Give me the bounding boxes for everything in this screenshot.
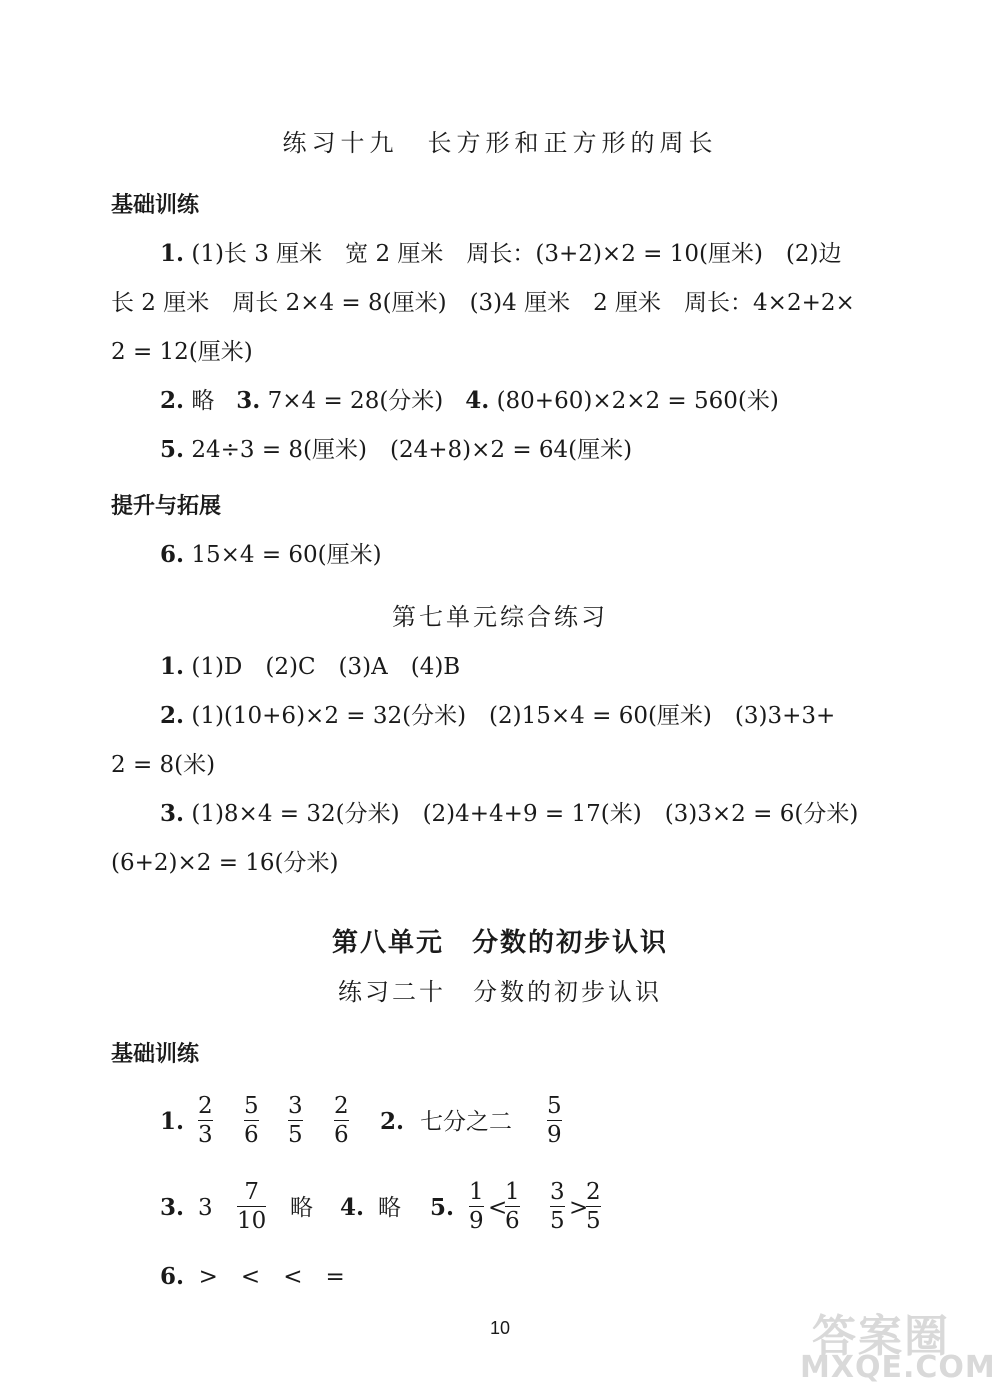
question-number: 4. xyxy=(465,387,490,414)
question-number: 2. xyxy=(160,702,185,729)
compare-sign: < xyxy=(488,1195,508,1221)
answer-text: (1)长 3 厘米 宽 2 厘米 周长：(3+2)×2 = 10(厘米) (2)边 xyxy=(191,241,842,267)
question-5-line xyxy=(160,435,632,465)
question-number: 3. xyxy=(160,800,185,827)
fraction: 1 9 xyxy=(469,1179,484,1234)
answer-text: (1)8×4 = 32(分米) (2)4+4+9 = 17(米) (3)3×2 = 6(分米) xyxy=(191,801,859,827)
answer-text: (1)(10+6)×2 = 32(分米) (2)15×4 = 60(厘米) (3)3+3+ xyxy=(191,703,836,729)
question-number: 4. xyxy=(340,1194,365,1221)
question-number: 1. xyxy=(160,1108,185,1135)
answer-text: 7×4 = 28(分米) xyxy=(267,388,444,414)
question-2-4-line xyxy=(160,386,779,416)
page-title: 练习十九 长方形和正方形的周长 xyxy=(282,129,718,157)
section-heading-basic: 基础训练 xyxy=(111,193,200,218)
question-1-line-1 xyxy=(160,239,842,269)
fraction: 5 9 xyxy=(547,1093,562,1148)
unit7-title: 第七单元综合练习 xyxy=(392,603,608,631)
unit7-question-1 xyxy=(160,652,460,682)
page-number: 10 xyxy=(489,1318,511,1338)
answer-text: (80+60)×2×2 = 560(米) xyxy=(496,388,779,414)
unit7-question-2-line-1 xyxy=(160,701,835,731)
unit7-question-3-line-1 xyxy=(160,799,858,829)
question-number: 6. xyxy=(160,1263,185,1290)
fraction: 2 3 xyxy=(198,1093,213,1148)
compare-sign: > xyxy=(569,1195,589,1221)
question-number: 1. xyxy=(160,653,185,680)
question-number: 2. xyxy=(160,387,185,414)
fraction: 3 5 xyxy=(288,1093,303,1148)
unit8-section-heading-basic: 基础训练 xyxy=(111,1042,200,1067)
question-6-line xyxy=(160,540,382,570)
question-number: 1. xyxy=(160,240,185,267)
watermark-logo: 答案圈 xyxy=(812,1311,950,1362)
answer-text: (1)D (2)C (3)A (4)B xyxy=(191,654,461,680)
answer-text: 七分之二 xyxy=(420,1109,512,1135)
answer-text: 略 xyxy=(191,388,215,414)
answer-text: 略 xyxy=(290,1195,313,1221)
answer-text: 3 xyxy=(198,1195,213,1221)
section-heading-advanced: 提升与拓展 xyxy=(111,494,222,519)
unit8-question-6 xyxy=(160,1262,345,1292)
unit7-question-2-line-2: 2 = 8(米) xyxy=(111,752,216,778)
fraction: 2 5 xyxy=(586,1179,601,1234)
answer-text: 24÷3 = 8(厘米) (24+8)×2 = 64(厘米) xyxy=(191,437,633,463)
fraction: 2 6 xyxy=(334,1093,349,1148)
question-number: 3. xyxy=(236,387,261,414)
question-number: 5. xyxy=(430,1194,455,1221)
unit8-subtitle: 练习二十 分数的初步认识 xyxy=(338,978,662,1006)
question-1-line-3: 2 = 12(厘米) xyxy=(111,339,253,365)
question-number: 2. xyxy=(380,1108,405,1135)
fraction: 1 6 xyxy=(505,1179,520,1234)
fraction: 3 5 xyxy=(550,1179,565,1234)
answer-text: 15×4 = 60(厘米) xyxy=(191,542,382,568)
fraction: 7 10 xyxy=(237,1179,267,1234)
answer-text: > < < = xyxy=(198,1264,345,1290)
question-number: 3. xyxy=(160,1194,185,1221)
answer-text: 略 xyxy=(378,1195,401,1221)
fraction: 5 6 xyxy=(244,1093,259,1148)
question-number: 6. xyxy=(160,541,185,568)
watermark-url: MXQE.COM xyxy=(800,1350,996,1385)
question-number: 5. xyxy=(160,436,185,463)
question-1-line-2: 长 2 厘米 周长 2×4 = 8(厘米) (3)4 厘米 2 厘米 周长：4×2+2× xyxy=(111,290,855,316)
unit7-question-3-line-2: (6+2)×2 = 16(分米) xyxy=(111,850,339,876)
unit8-title: 第八单元 分数的初步认识 xyxy=(331,928,668,958)
